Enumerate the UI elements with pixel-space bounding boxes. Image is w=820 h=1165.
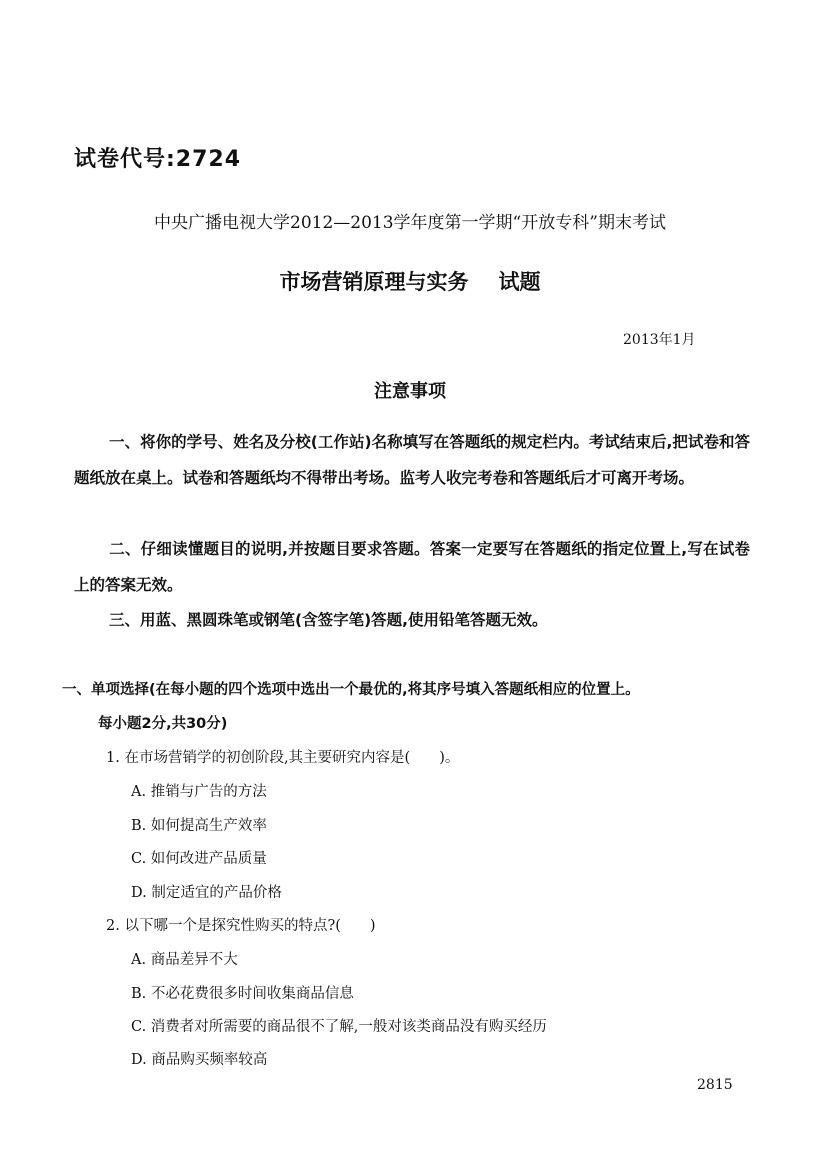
question-2-option-b: B. 不必花费很多时间收集商品信息 (131, 986, 354, 1002)
notice-item-3 (74, 602, 750, 638)
subject-name: 市场营销原理与实务 (279, 270, 469, 294)
question-1-option-d: D. 制定适宜的产品价格 (131, 885, 282, 901)
subject-title (0, 266, 820, 296)
notice-item-1 (74, 424, 750, 496)
question-2-option-a: A. 商品差异不大 (131, 952, 238, 968)
notice-item-1-text: 一、将你的学号、姓名及分校(工作站)名称填写在答题纸的规定栏内。考试结束后,把试卷和答题纸放在桌上。试卷和答题纸均不得带出考场。监考人收完考卷和答题纸后才可离开考场。 (74, 433, 750, 487)
section-subheading: 每小题2分,共30分) (98, 716, 228, 732)
paper-code: 试卷代号:2724 (74, 147, 242, 172)
question-2-option-c: C. 消费者对所需要的商品很不了解,一般对该类商品没有购买经历 (131, 1019, 547, 1035)
exam-title: 中央广播电视大学2012—2013学年度第一学期“开放专科”期末考试 (154, 213, 666, 233)
section-heading: 一、单项选择(在每小题的四个选项中选出一个最优的,将其序号填入答题纸相应的位置上。 (62, 682, 640, 698)
exam-date: 2013年1月 (623, 332, 696, 348)
notice-item-2 (74, 531, 750, 603)
page-number: 2815 (697, 1077, 733, 1093)
notice-item-2-text: 二、仔细读懂题目的说明,并按题目要求答题。答案一定要写在答题纸的指定位置上,写在试卷上的答案无效。 (74, 540, 750, 594)
notice-title: 注意事项 (374, 381, 446, 402)
question-1-option-a: A. 推销与广告的方法 (131, 784, 267, 800)
question-2-stem: 2. 以下哪一个是探究性购买的特点?( ) (106, 918, 376, 934)
notice-item-3-text: 三、用蓝、黑圆珠笔或钢笔(含签字笔)答题,使用铅笔答题无效。 (109, 611, 548, 629)
question-1-option-b: B. 如何提高生产效率 (131, 818, 267, 834)
question-2-option-d: D. 商品购买频率较高 (131, 1052, 268, 1068)
question-1-stem: 1. 在市场营销学的初创阶段,其主要研究内容是( )。 (106, 750, 460, 766)
subject-suffix: 试题 (498, 270, 541, 294)
question-1-option-c: C. 如何改进产品质量 (131, 851, 267, 867)
